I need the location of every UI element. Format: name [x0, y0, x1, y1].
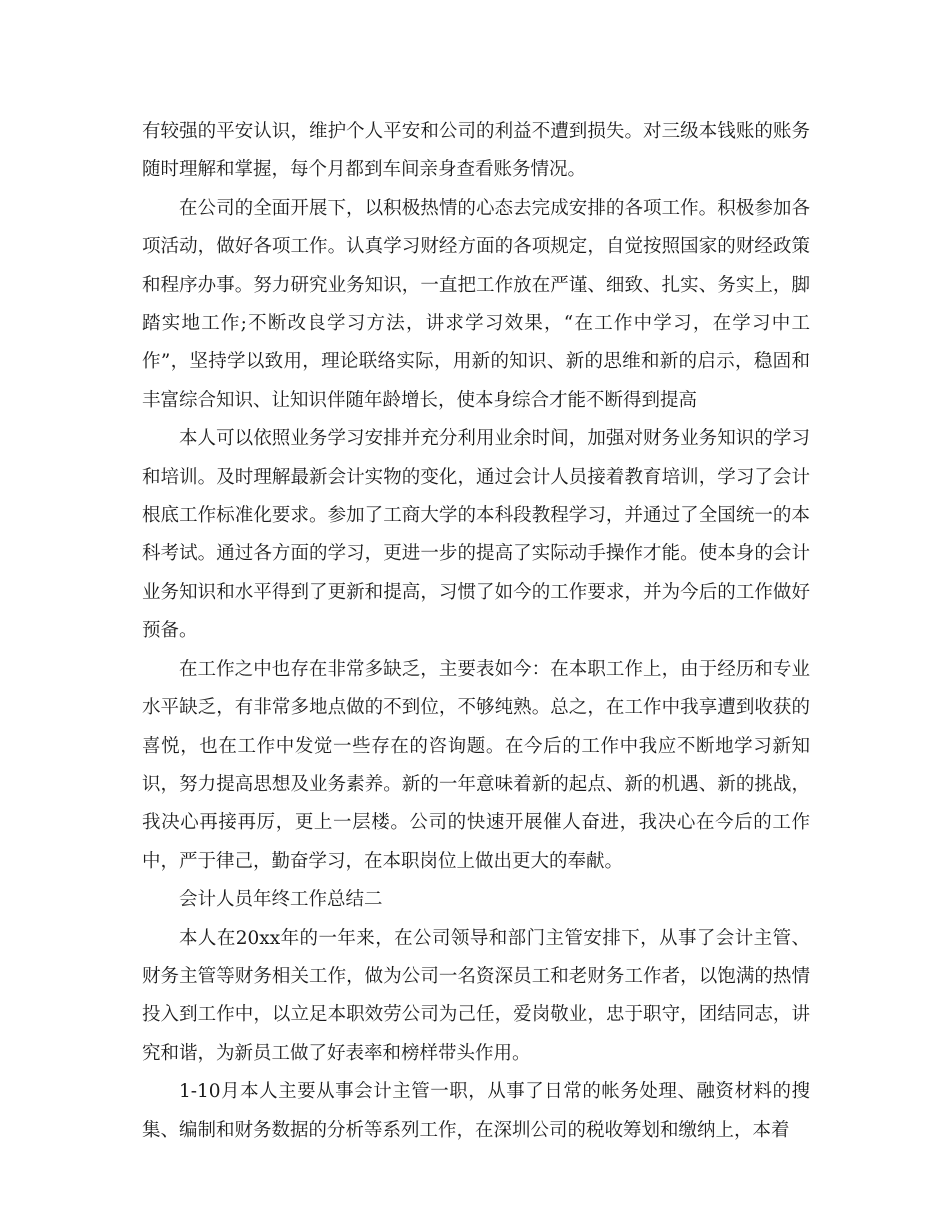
document-body: [142, 113, 810, 1150]
paragraph: 在公司的全面开展下，以积极热情的心态去完成安排的各项工作。积极参加各项活动，做好各项工作。认真学习财经方面的各项规定，自觉按照国家的财经政策和程序办事。努力研究业务知识，一直把工作放在严谨、细致、扎实、务实上，脚踏实地工作;不断改良学习方法，讲求学习效果，“在工作中学习，在学习中工作”，坚持学以致用，理论联络实际，用新的知识、新的思维和新的启示，稳固和丰富综合知识、让知识伴随年龄增长，使本身综合才能不断得到提高: [142, 197, 810, 411]
paragraph: 在工作之中也存在非常多缺乏，主要表如今：在本职工作上，由于经历和专业水平缺乏，有非常多地点做的不到位，不够纯熟。总之，在工作中我享遭到收获的喜悦，也在工作中发觉一些存在的咨询题。在今后的工作中我应不断地学习新知识，努力提高思想及业务素养。新的一年意味着新的起点、新的机遇、新的挑战，我决心再接再厉，更上一层楼。公司的快速开展催人奋进，我决心在今后的工作中，严于律己，勤奋学习，在本职岗位上做出更大的奉献。: [142, 658, 810, 872]
paragraph: 1-10月本人主要从事会计主管一职，从事了日常的帐务处理、融资材料的搜集、编制和财务数据的分析等系列工作，在深圳公司的税收筹划和缴纳上，本着: [142, 1081, 810, 1141]
paragraph: 本人可以依照业务学习安排并充分利用业余时间，加强对财务业务知识的学习和培训。及时理解最新会计实物的变化，通过会计人员接着教育培训，学习了会计根底工作标准化要求。参加了工商大学的本科段教程学习，并通过了全国统一的本科考试。通过各方面的学习，更进一步的提高了实际动手操作才能。使本身的会计业务知识和水平得到了更新和提高，习惯了如今的工作要求，并为今后的工作做好预备。: [142, 428, 810, 642]
section-heading: 会计人员年终工作总结二: [179, 889, 383, 911]
paragraph: 本人在20xx年的一年来，在公司领导和部门主管安排下，从事了会计主管、财务主管等财务相关工作，做为公司一名资深员工和老财务工作者，以饱满的热情投入到工作中，以立足本职效劳公司为己任，爱岗敬业，忠于职守，团结同志，讲究和谐，为新员工做了好表率和榜样带头作用。: [142, 927, 810, 1064]
paragraph-continued: 有较强的平安认识，维护个人平安和公司的利益不遭到损失。对三级本钱账的账务随时理解和掌握，每个月都到车间亲身查看账务情况。: [142, 121, 810, 181]
